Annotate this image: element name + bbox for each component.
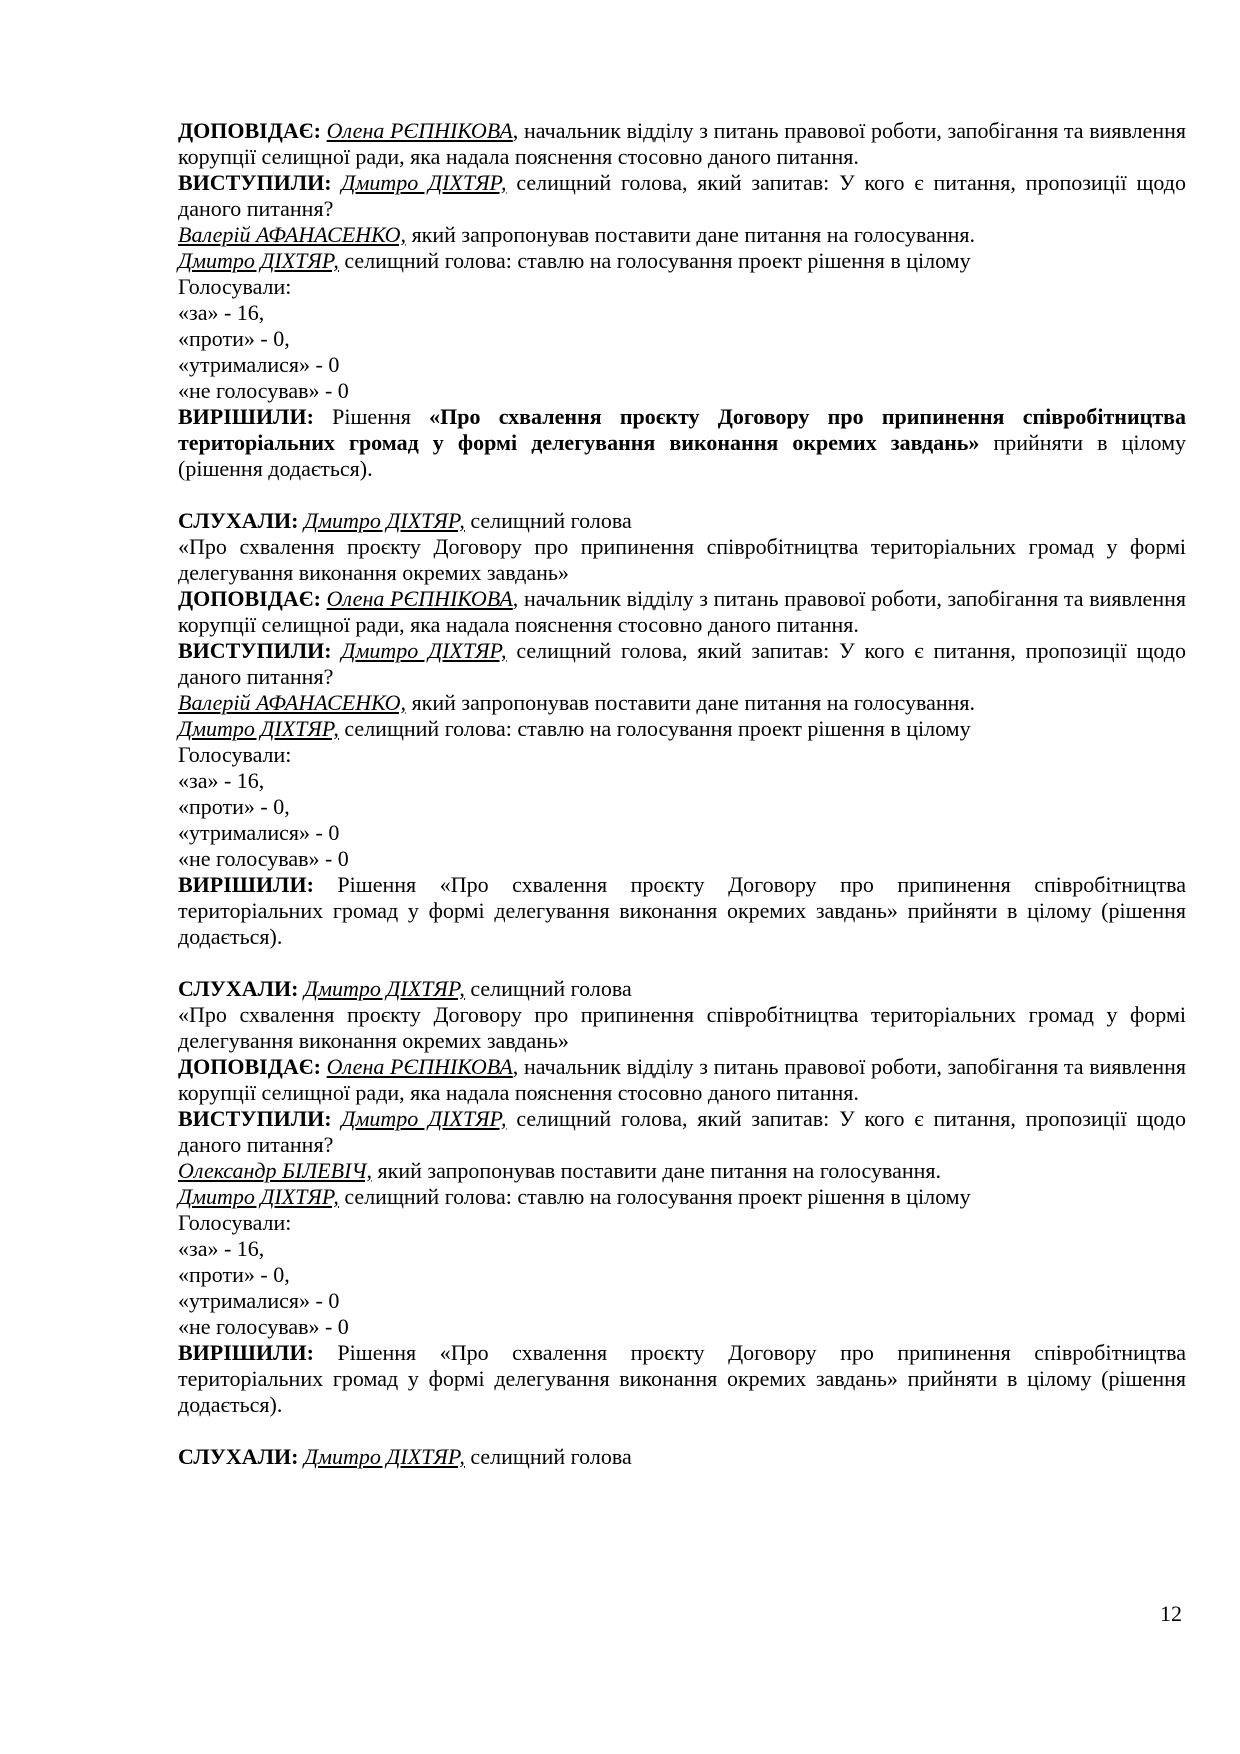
speaker-role: селищний голова — [464, 1444, 632, 1469]
speaker-name: Олена РЄПНІКОВА — [326, 586, 513, 611]
heard-paragraph — [178, 1444, 1186, 1470]
proposal-paragraph — [178, 222, 1186, 248]
report-paragraph — [178, 586, 1186, 638]
speech-paragraph — [178, 170, 1186, 222]
votes-title: Голосували: — [178, 742, 292, 767]
proposer-text: який запропонував поставити дане питання на голосування. — [406, 222, 976, 247]
decision-tail: прийняти в цілому (рішення додається). — [178, 1366, 1186, 1417]
agenda-item-2 — [178, 508, 1186, 950]
decision-paragraph — [178, 404, 1186, 482]
speaker-text: селищний голова, який запитав: У кого є питання, пропозиції щодо даного питання? — [178, 638, 1186, 689]
chair-paragraph — [178, 716, 1186, 742]
paragraph-gap — [178, 1418, 1186, 1444]
chair-paragraph — [178, 248, 1186, 274]
vote-ne-holosuvav: «не голосував» - 0 — [178, 378, 349, 403]
proposer-name: Валерій АФАНАСЕНКО, — [178, 690, 407, 715]
label-vyrishyly: ВИРІШИЛИ: — [178, 1340, 314, 1365]
speaker-text: , начальник відділу з питань правової роботи, запобігання та виявлення корупції селищної ради, яка надала пояснення стосовно даного питання. — [178, 1054, 1186, 1105]
proposer-text: який запропонував поставити дане питання на голосування. — [372, 1158, 942, 1183]
label-slukhaly: СЛУХАЛИ: — [178, 976, 299, 1001]
speaker-name: Дмитро ДІХТЯР, — [303, 508, 465, 533]
label-vyrishyly: ВИРІШИЛИ: — [178, 872, 314, 897]
vote-za: «за» - 16, — [178, 300, 265, 325]
decision-tail: прийняти в цілому (рішення додається). — [178, 430, 1186, 481]
heard-paragraph — [178, 508, 1186, 534]
speaker-text: селищний голова, який запитав: У кого є питання, пропозиції щодо даного питання? — [178, 1106, 1186, 1157]
paragraph-gap — [178, 950, 1186, 976]
report-paragraph — [178, 1054, 1186, 1106]
decision-tail: прийняти в цілому (рішення додається). — [178, 898, 1186, 949]
vote-ne-holosuvav: «не голосував» - 0 — [178, 846, 349, 871]
vote-proty: «проти» - 0, — [178, 794, 290, 819]
vote-za: «за» - 16, — [178, 1236, 265, 1261]
chair-text: селищний голова: ставлю на голосування проект рішення в цілому — [338, 248, 971, 273]
vote-utrymalysia: «утрималися» - 0 — [178, 820, 340, 845]
label-dopovidaie: ДОПОВІДАЄ: — [178, 118, 321, 143]
decision-plain: Рішення «Про схвалення проєкту Договору про припинення співробітництва територіальних громад у формі делегування виконання окремих завдань» — [178, 872, 1186, 923]
decision-paragraph — [178, 1340, 1186, 1418]
agenda-item-1 — [178, 118, 1186, 482]
agenda-item-4 — [178, 1444, 1186, 1470]
label-dopovidaie: ДОПОВІДАЄ: — [178, 586, 321, 611]
speaker-name: Олена РЄПНІКОВА — [326, 1054, 513, 1079]
label-vyrishyly: ВИРІШИЛИ: — [178, 404, 314, 429]
heard-paragraph — [178, 976, 1186, 1002]
proposal-paragraph — [178, 1158, 1186, 1184]
chair-text: селищний голова: ставлю на голосування проект рішення в цілому — [338, 1184, 971, 1209]
vote-proty: «проти» - 0, — [178, 1262, 290, 1287]
label-vystupyly: ВИСТУПИЛИ: — [178, 638, 332, 663]
speaker-name: Дмитро ДІХТЯР, — [303, 1444, 465, 1469]
decision-plain: Рішення — [313, 404, 430, 429]
document-page — [178, 118, 1186, 1470]
agenda-item-3 — [178, 976, 1186, 1418]
proposer-name: Валерій АФАНАСЕНКО, — [178, 222, 407, 247]
proposer-name: Олександр БІЛЕВІЧ, — [178, 1158, 373, 1183]
vote-proty: «проти» - 0, — [178, 326, 290, 351]
vote-za: «за» - 16, — [178, 768, 265, 793]
vote-ne-holosuvav: «не голосував» - 0 — [178, 1314, 349, 1339]
speaker-text: , начальник відділу з питань правової роботи, запобігання та виявлення корупції селищної ради, яка надала пояснення стосовно даного питання. — [178, 586, 1186, 637]
topic-paragraph: «Про схвалення проєкту Договору про припинення співробітництва територіальних громад у формі делегування виконання окремих завдань» — [178, 534, 1186, 585]
label-dopovidaie: ДОПОВІДАЄ: — [178, 1054, 321, 1079]
vote-utrymalysia: «утрималися» - 0 — [178, 352, 340, 377]
speaker-text: селищний голова, який запитав: У кого є питання, пропозиції щодо даного питання? — [178, 170, 1186, 221]
decision-paragraph — [178, 872, 1186, 950]
vote-utrymalysia: «утрималися» - 0 — [178, 1288, 340, 1313]
label-slukhaly: СЛУХАЛИ: — [178, 1444, 299, 1469]
topic-paragraph: «Про схвалення проєкту Договору про припинення співробітництва територіальних громад у формі делегування виконання окремих завдань» — [178, 1002, 1186, 1053]
label-vystupyly: ВИСТУПИЛИ: — [178, 1106, 332, 1131]
report-paragraph — [178, 118, 1186, 170]
speech-paragraph — [178, 1106, 1186, 1158]
chair-paragraph — [178, 1184, 1186, 1210]
paragraph-gap — [178, 482, 1186, 508]
label-vystupyly: ВИСТУПИЛИ: — [178, 170, 332, 195]
label-slukhaly: СЛУХАЛИ: — [178, 508, 299, 533]
speaker-role: селищний голова — [464, 508, 632, 533]
speaker-name: Олена РЄПНІКОВА — [326, 118, 513, 143]
speaker-role: селищний голова — [464, 976, 632, 1001]
proposal-paragraph — [178, 690, 1186, 716]
chair-name: Дмитро ДІХТЯР, — [178, 1184, 339, 1209]
speaker-text: , начальник відділу з питань правової роботи, запобігання та виявлення корупції селищної ради, яка надала пояснення стосовно даного питання. — [178, 118, 1186, 169]
speech-paragraph — [178, 638, 1186, 690]
votes-title: Голосували: — [178, 274, 292, 299]
speaker-name: Дмитро ДІХТЯР, — [341, 1106, 507, 1131]
decision-plain: Рішення «Про схвалення проєкту Договору про припинення співробітництва територіальних громад у формі делегування виконання окремих завдань» — [178, 1340, 1186, 1391]
speaker-name: Дмитро ДІХТЯР, — [341, 170, 507, 195]
chair-text: селищний голова: ставлю на голосування проект рішення в цілому — [338, 716, 971, 741]
votes-title: Голосували: — [178, 1210, 292, 1235]
page-number: 12 — [1160, 1601, 1182, 1626]
proposer-text: який запропонував поставити дане питання на голосування. — [406, 690, 976, 715]
decision-bold: «Про схвалення проєкту Договору про припинення співробітництва територіальних громад у формі делегування виконання окремих завдань» — [178, 404, 1187, 455]
speaker-name: Дмитро ДІХТЯР, — [303, 976, 465, 1001]
speaker-name: Дмитро ДІХТЯР, — [341, 638, 507, 663]
chair-name: Дмитро ДІХТЯР, — [178, 248, 339, 273]
chair-name: Дмитро ДІХТЯР, — [178, 716, 339, 741]
